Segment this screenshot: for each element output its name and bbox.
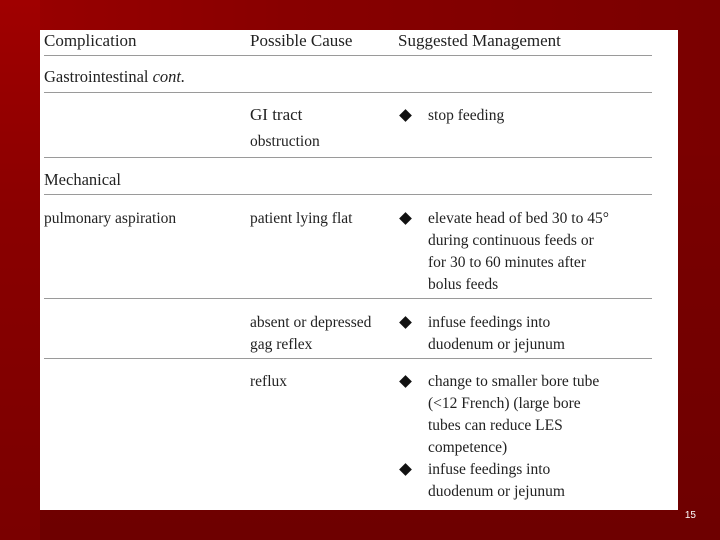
page-number: 15: [684, 510, 696, 521]
mech-cause-line: absent or depressed: [250, 314, 372, 331]
divider: [44, 358, 652, 359]
gi-management: stop feeding: [428, 107, 505, 124]
header-suggested-management: Suggested Management: [398, 31, 561, 50]
mech-management-line: tubes can reduce LES: [428, 417, 563, 434]
mech-management-line: during continuous feeds or: [428, 232, 594, 249]
mech-management-line: infuse feedings into: [428, 461, 551, 478]
diamond-bullet-icon: [399, 463, 412, 476]
mech-complication-aspiration: pulmonary aspiration: [44, 210, 177, 227]
mech-management-line: change to smaller bore tube: [428, 373, 600, 390]
divider: [44, 194, 652, 195]
section-gi-label: Gastrointestinal: [44, 67, 149, 86]
mech-management-line: duodenum or jejunum: [428, 483, 565, 500]
header-possible-cause: Possible Cause: [250, 31, 353, 50]
section-gi-suffix: cont.: [152, 67, 186, 86]
mech-management-line: infuse feedings into: [428, 314, 551, 331]
background-left: [0, 0, 40, 540]
divider: [44, 55, 652, 56]
diamond-bullet-icon: [399, 109, 412, 122]
divider: [44, 157, 652, 158]
mech-cause-lying-flat: patient lying flat: [250, 210, 353, 227]
diamond-bullet-icon: [399, 212, 412, 225]
diamond-bullet-icon: [399, 316, 412, 329]
slide-table: [40, 30, 678, 510]
mech-management-line: (<12 French) (large bore: [428, 395, 581, 412]
mech-management-line: bolus feeds: [428, 276, 499, 293]
mech-cause-line: gag reflex: [250, 336, 313, 353]
header-complication: Complication: [44, 31, 137, 50]
gi-cause-line2: obstruction: [250, 133, 320, 150]
mech-management-line: for 30 to 60 minutes after: [428, 254, 586, 271]
divider: [44, 298, 652, 299]
diamond-bullet-icon: [399, 375, 412, 388]
mech-cause-reflux: reflux: [250, 373, 288, 390]
mech-management-line: duodenum or jejunum: [428, 336, 565, 353]
section-mechanical: Mechanical: [44, 170, 121, 189]
mech-management-line: competence): [428, 439, 508, 456]
gi-cause-line1: GI tract: [250, 105, 303, 124]
divider: [44, 92, 652, 93]
section-gastrointestinal: [44, 66, 185, 88]
mech-management-line: elevate head of bed 30 to 45°: [428, 210, 609, 227]
